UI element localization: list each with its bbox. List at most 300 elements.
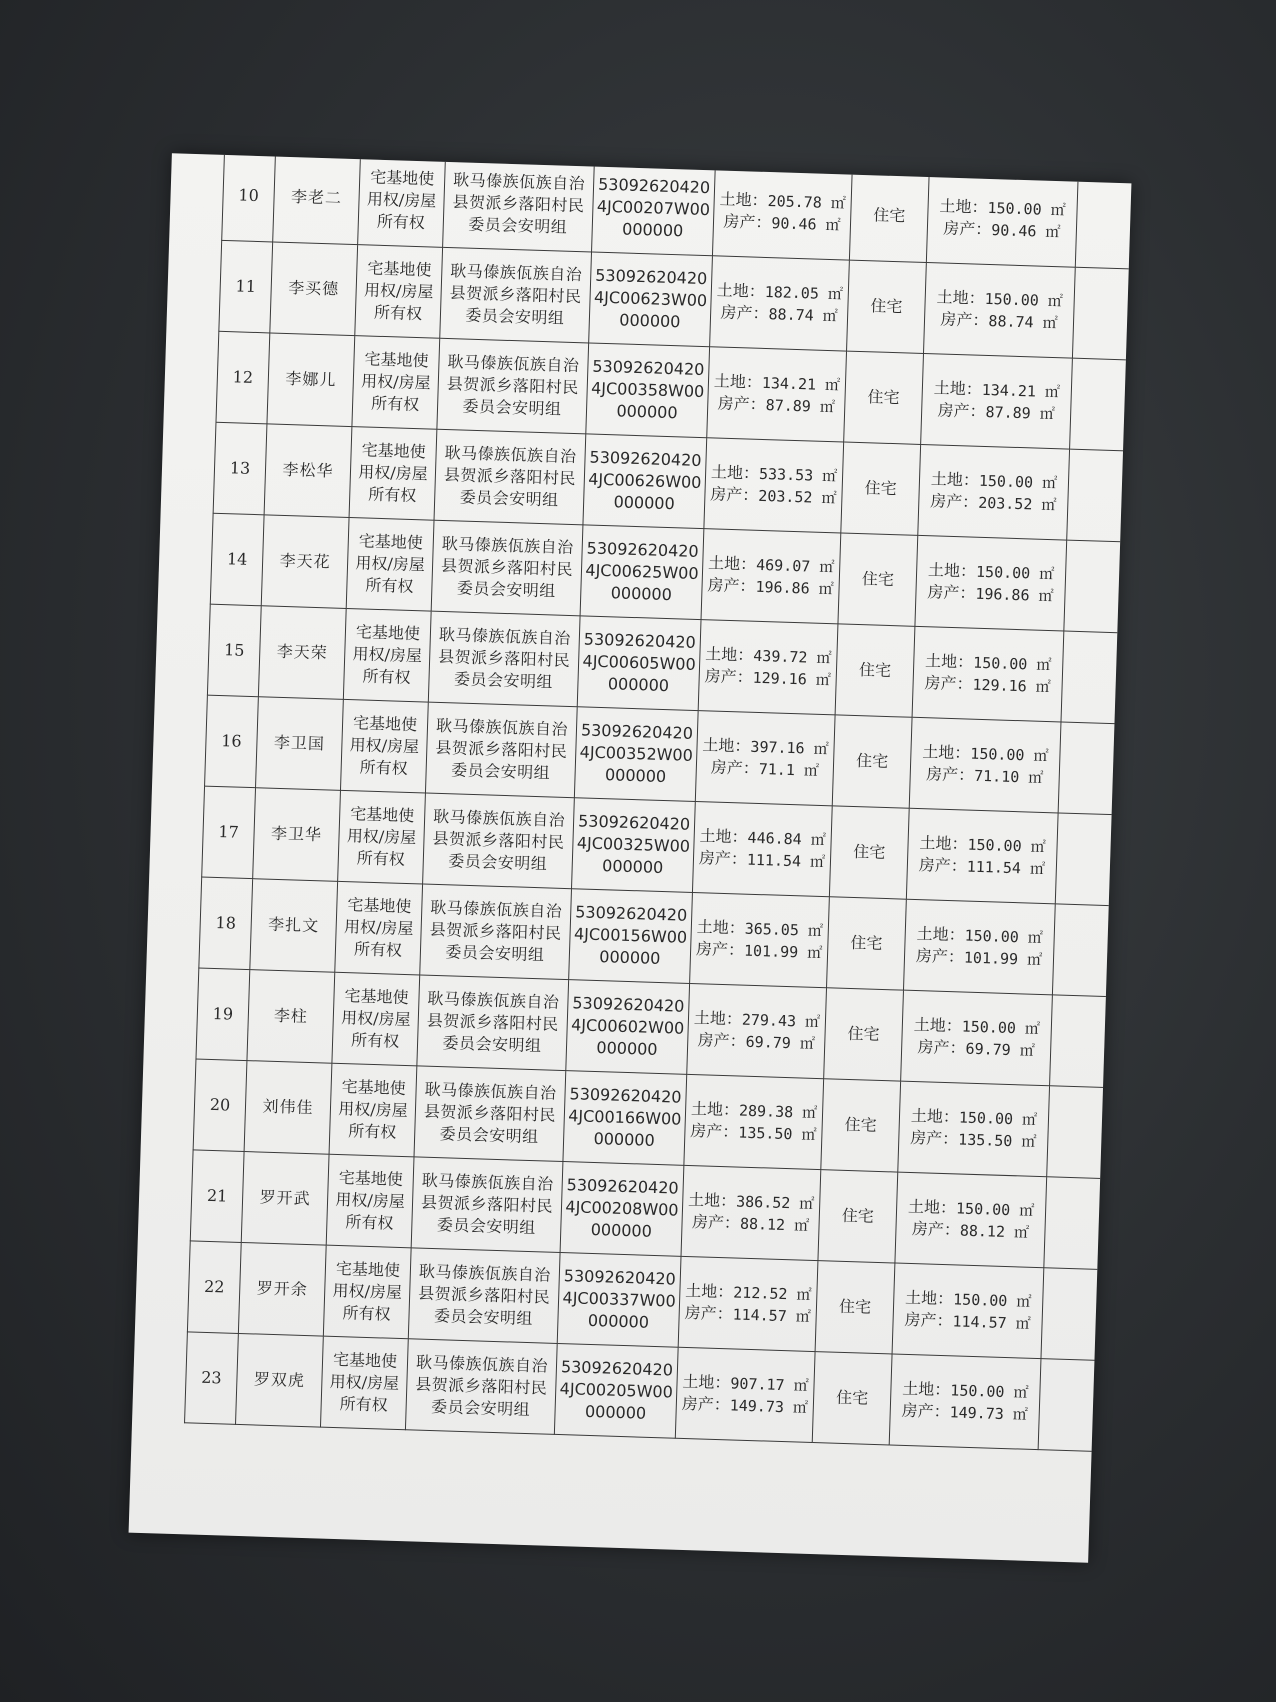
location-line: 耿马傣族佤族自治 bbox=[430, 897, 563, 921]
parcel-code-cell bbox=[572, 798, 696, 893]
parcel-code-line: 53092620420 bbox=[566, 1175, 679, 1198]
location-line: 耿马傣族佤族自治 bbox=[432, 806, 566, 830]
usage-cell bbox=[824, 988, 904, 1081]
right-type-line: 用权/房屋 bbox=[346, 826, 417, 848]
location-cell bbox=[405, 1339, 557, 1435]
row-number-cell bbox=[196, 968, 250, 1061]
parcel-code-line: 4JC00325W00 bbox=[576, 833, 691, 856]
parcel-code-line: 4JC00623W00 bbox=[593, 287, 708, 311]
parcel-code-line: 53092620420 bbox=[574, 902, 688, 925]
usage-cell bbox=[818, 1170, 898, 1263]
approved-land-area-value: 150.00 ㎡ bbox=[970, 744, 1049, 766]
location-line: 耿马傣族佤族自治 bbox=[427, 988, 560, 1012]
approved-house-area-label: 房产： bbox=[904, 1309, 953, 1331]
location-line: 委员会安明组 bbox=[450, 760, 551, 783]
house-area-value: 88.12 ㎡ bbox=[739, 1214, 810, 1235]
approved-house-area-label: 房产： bbox=[929, 491, 979, 512]
row-number: 13 bbox=[229, 458, 251, 478]
location-line: 县贺派乡落阳村民 bbox=[432, 828, 565, 852]
owner-name: 李买德 bbox=[287, 277, 340, 299]
parcel-code-line: 53092620420 bbox=[589, 447, 702, 471]
land-area-value: 446.84 ㎡ bbox=[747, 828, 827, 850]
approved-house-area bbox=[902, 1127, 1045, 1153]
row-number: 23 bbox=[200, 1367, 222, 1388]
area-cell bbox=[681, 1165, 821, 1260]
location-line: 委员会安明组 bbox=[462, 396, 562, 419]
approved-house-area-value: 114.57 ㎡ bbox=[952, 1312, 1031, 1333]
right-type-line: 所有权 bbox=[356, 848, 406, 869]
house-area bbox=[708, 483, 839, 509]
right-type-cell bbox=[355, 245, 443, 339]
owner-name: 李天荣 bbox=[276, 641, 329, 663]
location-line: 委员会安明组 bbox=[436, 1215, 537, 1238]
row-number-cell bbox=[199, 877, 253, 970]
row-number-cell bbox=[216, 331, 270, 424]
remarks-cell bbox=[1064, 540, 1132, 633]
land-area-label: 土地： bbox=[702, 735, 751, 756]
house-area-label: 房产： bbox=[710, 484, 759, 505]
approved-house-area-label: 房产： bbox=[925, 764, 975, 785]
house-area-label: 房产： bbox=[723, 211, 772, 233]
land-area-value: 279.43 ㎡ bbox=[741, 1010, 821, 1032]
location-line: 耿马傣族佤族自治 bbox=[447, 352, 580, 376]
approved-house-area-value: 149.73 ㎡ bbox=[949, 1403, 1029, 1424]
location-line: 耿马傣族佤族自治 bbox=[450, 261, 583, 285]
land-area-label: 土地： bbox=[696, 917, 746, 938]
remarks-cell bbox=[1041, 1268, 1115, 1361]
parcel-code-line: 000000 bbox=[613, 492, 675, 514]
right-type-line: 宅基地使 bbox=[347, 895, 412, 917]
row-number: 17 bbox=[218, 822, 240, 842]
area-cell bbox=[678, 1256, 818, 1351]
usage-cell bbox=[829, 806, 909, 899]
parcel-code-line: 000000 bbox=[584, 1401, 647, 1423]
approved-house-area bbox=[916, 672, 1059, 698]
approved-area-cell bbox=[926, 172, 1078, 268]
parcel-code-line: 4JC00352W00 bbox=[579, 742, 694, 765]
land-area-label: 土地： bbox=[687, 1190, 737, 1211]
owner-name-cell bbox=[264, 424, 352, 518]
approved-house-area-value: 196.86 ㎡ bbox=[975, 584, 1054, 606]
row-number: 21 bbox=[206, 1185, 228, 1206]
land-area-value: 533.53 ㎡ bbox=[758, 464, 838, 486]
right-type-line: 宅基地使 bbox=[367, 258, 432, 280]
usage: 住宅 bbox=[855, 751, 889, 772]
parcel-code-line: 53092620420 bbox=[577, 811, 691, 834]
area-cell bbox=[675, 1347, 815, 1442]
usage-cell bbox=[812, 1352, 892, 1445]
right-type-line: 所有权 bbox=[365, 575, 414, 597]
right-type-line: 宅基地使 bbox=[369, 167, 435, 189]
row-number: 20 bbox=[209, 1094, 231, 1115]
approved-house-area-label: 房产： bbox=[927, 582, 976, 603]
approved-house-area-value: 203.52 ㎡ bbox=[977, 493, 1057, 515]
land-area-value: 439.72 ㎡ bbox=[753, 646, 832, 668]
parcel-code-cell bbox=[563, 1071, 687, 1166]
table-body bbox=[185, 153, 1132, 1452]
land-area-label: 土地： bbox=[690, 1099, 740, 1120]
parcel-code-cell bbox=[560, 1162, 684, 1257]
owner-name: 李卫华 bbox=[270, 823, 323, 845]
usage-cell bbox=[847, 260, 927, 353]
right-type-line: 用权/房屋 bbox=[343, 917, 414, 939]
location-cell bbox=[431, 520, 583, 616]
right-type-line: 宅基地使 bbox=[341, 1077, 406, 1099]
location-cell bbox=[437, 338, 589, 434]
location-line: 县贺派乡落阳村民 bbox=[452, 192, 585, 216]
usage-cell bbox=[821, 1079, 901, 1172]
right-type-cell bbox=[340, 699, 428, 793]
parcel-code-line: 4JC00156W00 bbox=[573, 924, 688, 947]
approved-land-area-label: 土地： bbox=[933, 378, 983, 399]
right-type-line: 用权/房屋 bbox=[363, 280, 434, 302]
row-number-cell bbox=[187, 1241, 241, 1334]
owner-name: 李老二 bbox=[290, 187, 343, 208]
house-area-label: 房产： bbox=[697, 1030, 747, 1051]
owner-name: 李柱 bbox=[273, 1005, 309, 1026]
location-cell bbox=[408, 1248, 560, 1344]
parcel-code-line: 000000 bbox=[593, 1129, 655, 1150]
house-area-label: 房产： bbox=[720, 302, 769, 324]
location-line: 耿马傣族佤族自治 bbox=[421, 1170, 555, 1194]
location-cell bbox=[428, 611, 580, 707]
location-line: 耿马傣族佤族自治 bbox=[441, 533, 575, 558]
land-area-label: 土地： bbox=[713, 371, 763, 392]
house-area bbox=[705, 574, 836, 600]
right-type-line: 宅基地使 bbox=[338, 1168, 404, 1190]
house-area-value: 114.57 ㎡ bbox=[732, 1305, 812, 1326]
location-line: 耿马傣族佤族自治 bbox=[444, 442, 577, 467]
location-line: 委员会安明组 bbox=[465, 305, 565, 328]
usage: 住宅 bbox=[858, 660, 892, 681]
area-cell bbox=[684, 1074, 824, 1169]
parcel-code-line: 4JC00205W00 bbox=[559, 1379, 674, 1402]
approved-land-area-value: 150.00 ㎡ bbox=[967, 835, 1046, 857]
approved-area-cell bbox=[912, 626, 1064, 722]
land-area-value: 212.52 ㎡ bbox=[733, 1283, 812, 1304]
parcel-code-line: 53092620420 bbox=[594, 265, 708, 289]
parcel-code-line: 53092620420 bbox=[580, 720, 694, 743]
approved-house-area-value: 135.50 ㎡ bbox=[957, 1130, 1037, 1151]
approved-area-cell bbox=[923, 263, 1075, 359]
right-type-line: 用权/房屋 bbox=[355, 553, 426, 575]
approved-house-area-label: 房产： bbox=[915, 946, 965, 967]
usage: 住宅 bbox=[870, 296, 903, 317]
parcel-code-cell bbox=[566, 980, 690, 1075]
row-number: 19 bbox=[212, 1003, 234, 1024]
right-type-line: 宅基地使 bbox=[352, 713, 418, 735]
approved-house-area-value: 87.89 ㎡ bbox=[985, 402, 1056, 424]
row-number-cell bbox=[219, 240, 273, 333]
right-type-line: 所有权 bbox=[339, 1394, 388, 1415]
location-line: 耿马傣族佤族自治 bbox=[435, 715, 569, 739]
owner-name: 李卫国 bbox=[273, 732, 326, 754]
house-area-label: 房产： bbox=[704, 666, 753, 687]
right-type-line: 用权/房屋 bbox=[335, 1189, 406, 1212]
parcel-code-line: 4JC00605W00 bbox=[582, 651, 696, 674]
approved-area-cell bbox=[903, 899, 1055, 995]
right-type-line: 用权/房屋 bbox=[340, 1008, 411, 1030]
location-line: 委员会安明组 bbox=[433, 1306, 534, 1329]
right-type-line: 用权/房屋 bbox=[349, 735, 420, 757]
row-number: 16 bbox=[220, 731, 242, 751]
right-type-line: 所有权 bbox=[362, 666, 411, 688]
row-number-cell bbox=[207, 604, 261, 697]
approved-house-area bbox=[896, 1309, 1039, 1335]
land-area-label: 土地： bbox=[716, 280, 766, 301]
area-cell bbox=[690, 892, 830, 987]
approved-land-area-value: 150.00 ㎡ bbox=[975, 562, 1055, 584]
right-type-line: 所有权 bbox=[373, 302, 423, 324]
location-line: 县贺派乡落阳村民 bbox=[429, 919, 562, 943]
right-type-line: 所有权 bbox=[345, 1212, 394, 1233]
location-line: 县贺派乡落阳村民 bbox=[415, 1374, 548, 1398]
area-cell bbox=[704, 438, 844, 533]
approved-house-area bbox=[905, 1036, 1048, 1062]
usage: 住宅 bbox=[835, 1387, 869, 1408]
row-number-cell bbox=[222, 153, 276, 242]
right-type-line: 用权/房屋 bbox=[352, 644, 423, 666]
location-line: 委员会安明组 bbox=[453, 669, 554, 692]
owner-name: 李扎文 bbox=[267, 914, 320, 936]
approved-land-area-value: 150.00 ㎡ bbox=[955, 1199, 1035, 1220]
owner-name: 罗双虎 bbox=[253, 1369, 306, 1391]
parcel-code-line: 4JC00602W00 bbox=[570, 1015, 685, 1038]
parcel-code-line: 53092620420 bbox=[586, 538, 699, 562]
approved-house-area bbox=[919, 581, 1062, 607]
row-number-cell bbox=[213, 422, 267, 515]
row-number: 15 bbox=[223, 640, 245, 660]
location-line: 委员会安明组 bbox=[468, 214, 568, 237]
location-cell bbox=[440, 247, 592, 343]
usage: 住宅 bbox=[850, 932, 883, 953]
land-area-value: 397.16 ㎡ bbox=[750, 737, 829, 759]
owner-name-cell bbox=[236, 1333, 324, 1427]
approved-land-area-label: 土地： bbox=[902, 1378, 951, 1400]
parcel-code-cell bbox=[589, 252, 713, 347]
house-area bbox=[680, 1393, 811, 1419]
owner-name: 罗开余 bbox=[256, 1278, 309, 1300]
approved-house-area-label: 房产： bbox=[943, 218, 992, 240]
parcel-code-cell bbox=[557, 1252, 681, 1347]
parcel-code-line: 000000 bbox=[604, 765, 667, 787]
document-page bbox=[129, 153, 1132, 1562]
owner-name-cell bbox=[253, 788, 341, 882]
house-area-value: 71.1 ㎡ bbox=[758, 760, 820, 780]
owner-name: 罗开武 bbox=[259, 1187, 311, 1209]
parcel-code-line: 53092620420 bbox=[583, 629, 697, 652]
usage: 住宅 bbox=[847, 1023, 880, 1044]
approved-land-area-label: 土地： bbox=[930, 469, 980, 490]
right-type-line: 宅基地使 bbox=[361, 440, 426, 462]
area-cell bbox=[707, 347, 847, 442]
right-type-line: 宅基地使 bbox=[355, 622, 421, 644]
owner-name-cell bbox=[256, 697, 344, 791]
location-line: 县贺派乡落阳村民 bbox=[437, 646, 571, 671]
approved-land-area-value: 150.00 ㎡ bbox=[972, 653, 1052, 675]
land-area-value: 386.52 ㎡ bbox=[735, 1192, 815, 1213]
remarks-cell bbox=[1050, 995, 1124, 1088]
location-line: 委员会安明组 bbox=[445, 942, 545, 965]
approved-area-cell bbox=[915, 535, 1067, 631]
usage: 住宅 bbox=[867, 387, 900, 408]
approved-house-area bbox=[893, 1400, 1036, 1426]
approved-house-area-label: 房产： bbox=[909, 1127, 959, 1149]
owner-name-cell bbox=[244, 1061, 332, 1155]
house-area bbox=[682, 1302, 813, 1328]
land-area-label: 土地： bbox=[705, 644, 754, 665]
right-type-cell bbox=[352, 336, 440, 430]
right-type-line: 用权/房屋 bbox=[366, 189, 437, 211]
parcel-code-line: 53092620420 bbox=[560, 1357, 674, 1380]
parcel-code-line: 000000 bbox=[607, 674, 670, 696]
right-type-cell bbox=[338, 790, 426, 884]
owner-name: 刘伟佳 bbox=[262, 1096, 314, 1118]
approved-land-area-value: 150.00 ㎡ bbox=[958, 1108, 1038, 1129]
approved-area-cell bbox=[895, 1172, 1047, 1268]
parcel-code-cell bbox=[580, 525, 704, 620]
usage: 住宅 bbox=[853, 842, 886, 863]
owner-name-cell bbox=[238, 1242, 326, 1336]
remarks-cell bbox=[1070, 358, 1132, 451]
approved-land-area-label: 土地： bbox=[936, 287, 985, 308]
row-number: 22 bbox=[203, 1276, 225, 1297]
right-type-line: 宅基地使 bbox=[349, 804, 415, 826]
right-type-line: 宅基地使 bbox=[358, 531, 424, 553]
house-area-label: 房产： bbox=[717, 393, 767, 415]
location-line: 县贺派乡落阳村民 bbox=[426, 1010, 560, 1034]
approved-area-cell bbox=[889, 1354, 1041, 1450]
land-area-value: 907.17 ㎡ bbox=[730, 1374, 809, 1395]
usage: 住宅 bbox=[864, 478, 898, 499]
usage: 住宅 bbox=[861, 569, 895, 590]
approved-land-area-label: 土地： bbox=[939, 196, 988, 217]
parcel-code-line: 4JC00626W00 bbox=[588, 469, 702, 493]
land-area-label: 土地： bbox=[685, 1280, 734, 1302]
location-line: 县贺派乡落阳村民 bbox=[423, 1101, 557, 1125]
area-cell bbox=[698, 620, 838, 715]
location-line: 县贺派乡落阳村民 bbox=[435, 737, 568, 761]
parcel-code-cell bbox=[577, 616, 701, 711]
location-line: 县贺派乡落阳村民 bbox=[449, 283, 582, 307]
remarks-cell bbox=[1061, 631, 1131, 724]
house-area-value: 87.89 ㎡ bbox=[765, 396, 836, 417]
approved-house-area-label: 房产： bbox=[937, 400, 986, 421]
parcel-code-line: 53092620420 bbox=[563, 1266, 677, 1289]
house-area-label: 房产： bbox=[695, 939, 745, 960]
house-area bbox=[700, 756, 831, 782]
approved-land-area-label: 土地： bbox=[916, 924, 965, 945]
remarks-cell bbox=[1055, 813, 1129, 906]
approved-land-area-value: 150.00 ㎡ bbox=[950, 1381, 1029, 1402]
approved-area-cell bbox=[921, 353, 1073, 449]
right-type-cell bbox=[326, 1154, 414, 1248]
approved-land-area-label: 土地： bbox=[919, 833, 968, 854]
house-area-value: 101.99 ㎡ bbox=[743, 941, 823, 963]
location-cell bbox=[417, 975, 569, 1071]
land-area-label: 土地： bbox=[693, 1008, 743, 1029]
location-line: 委员会安明组 bbox=[456, 578, 557, 601]
location-line: 耿马傣族佤族自治 bbox=[415, 1352, 549, 1376]
approved-land-area-label: 土地： bbox=[924, 651, 974, 672]
right-type-cell bbox=[320, 1336, 408, 1430]
location-line: 县贺派乡落阳村民 bbox=[446, 374, 580, 398]
approved-land-area-value: 150.00 ㎡ bbox=[978, 471, 1058, 493]
approved-house-area-value: 101.99 ㎡ bbox=[963, 948, 1043, 969]
approved-house-area-label: 房产： bbox=[917, 1037, 966, 1058]
approved-land-area-label: 土地： bbox=[910, 1105, 960, 1127]
right-type-line: 所有权 bbox=[359, 757, 409, 778]
parcel-code-line: 000000 bbox=[587, 1310, 650, 1332]
right-type-line: 所有权 bbox=[342, 1303, 391, 1324]
house-area bbox=[697, 847, 828, 873]
parcel-code-line: 000000 bbox=[590, 1219, 653, 1241]
right-type-line: 所有权 bbox=[350, 1030, 400, 1051]
right-type-line: 宅基地使 bbox=[335, 1258, 401, 1280]
approved-house-area bbox=[925, 399, 1068, 425]
house-area bbox=[694, 938, 825, 964]
remarks-cell bbox=[1075, 176, 1131, 269]
right-type-line: 用权/房屋 bbox=[357, 462, 428, 484]
right-type-cell bbox=[332, 972, 420, 1066]
location-cell bbox=[443, 156, 595, 252]
remarks-cell bbox=[1058, 722, 1131, 815]
area-cell bbox=[710, 256, 850, 351]
house-area-label: 房产： bbox=[690, 1121, 739, 1142]
house-area-value: 149.73 ㎡ bbox=[729, 1396, 809, 1417]
approved-house-area-label: 房产： bbox=[924, 673, 973, 694]
location-line: 耿马傣族佤族自治 bbox=[424, 1079, 557, 1103]
location-line: 县贺派乡落阳村民 bbox=[417, 1283, 551, 1307]
location-line: 耿马傣族佤族自治 bbox=[438, 624, 572, 649]
parcel-code-line: 000000 bbox=[601, 856, 664, 878]
location-line: 县贺派乡落阳村民 bbox=[420, 1192, 554, 1216]
house-area bbox=[711, 392, 842, 418]
approved-land-area-label: 土地： bbox=[927, 560, 977, 581]
approved-area-cell bbox=[892, 1263, 1044, 1359]
usage: 住宅 bbox=[873, 205, 906, 226]
right-type-cell bbox=[358, 154, 446, 248]
owner-name: 李天花 bbox=[279, 550, 331, 572]
approved-land-area-label: 土地： bbox=[913, 1015, 963, 1036]
row-number-cell bbox=[210, 513, 264, 606]
row-number-cell bbox=[185, 1332, 239, 1425]
usage: 住宅 bbox=[841, 1205, 875, 1226]
parcel-code-line: 4JC00207W00 bbox=[596, 196, 711, 220]
house-area-value: 90.46 ㎡ bbox=[771, 214, 841, 235]
approved-land-area-label: 土地： bbox=[904, 1287, 954, 1309]
parcel-code-line: 000000 bbox=[621, 219, 684, 241]
parcel-code-cell bbox=[574, 707, 698, 802]
land-area-value: 182.05 ㎡ bbox=[764, 282, 844, 304]
land-area-value: 365.05 ㎡ bbox=[744, 919, 824, 941]
usage-cell bbox=[835, 624, 915, 717]
approved-land-area-label: 土地： bbox=[922, 742, 971, 763]
approved-land-area-value: 150.00 ㎡ bbox=[987, 198, 1066, 220]
right-type-line: 用权/房屋 bbox=[329, 1371, 400, 1394]
house-area bbox=[685, 1211, 816, 1237]
house-area-label: 房产： bbox=[698, 848, 748, 869]
parcel-code-cell bbox=[554, 1343, 678, 1438]
remarks-cell bbox=[1047, 1086, 1121, 1179]
location-line: 委员会安明组 bbox=[430, 1397, 531, 1420]
house-area-label: 房产： bbox=[681, 1393, 731, 1415]
location-line: 县贺派乡落阳村民 bbox=[440, 555, 574, 580]
right-type-line: 所有权 bbox=[370, 393, 420, 415]
remarks-cell bbox=[1044, 1177, 1118, 1270]
location-cell bbox=[414, 1066, 566, 1162]
usage-cell bbox=[849, 169, 929, 262]
